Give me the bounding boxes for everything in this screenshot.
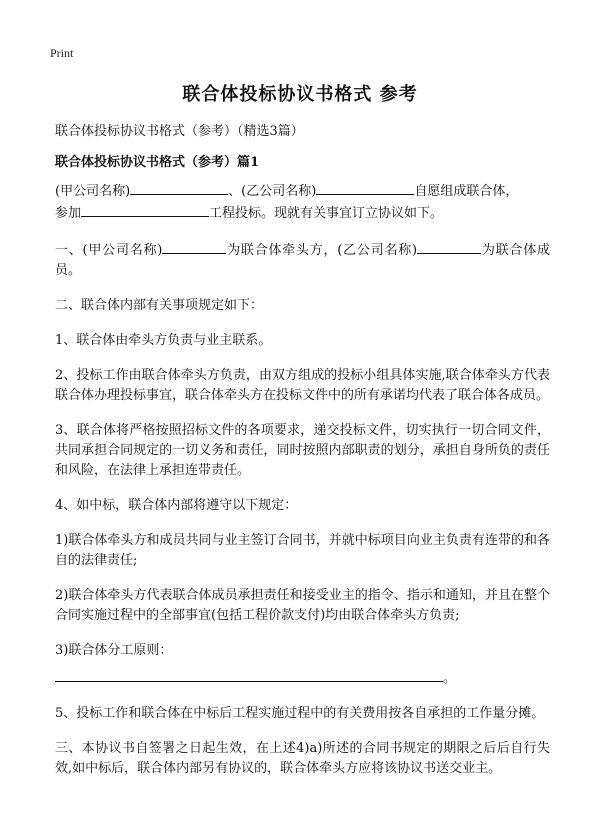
item-2: 2、投标工作由联合体牵头方负责，由双方组成的投标小组具体实施,联合体牵头方代表联合体办理投标事宜，联合体牵头方在投标文件中的所有承诺均代表了联合体各成员。 — [55, 368, 550, 403]
clause-1 — [55, 239, 550, 281]
clause-3: 三、本协议书自签署之日起生效，在上述4)a)所述的合同书规定的期限之后后自行失效,如中标后，联合体内部另有协议的，联合体牵头方应将该协议书送交业主。 — [55, 741, 550, 776]
sub-item-2: 2)联合体牵头方代表联合体成员承担责任和接受业主的指令、指示和通知，并且在整个合同实施过程中的全部事宜(包括工程价款支付)均由联合体牵头方负责; — [55, 588, 550, 623]
intro-text: 自愿组成联合体， — [414, 184, 519, 199]
blank-line — [162, 239, 226, 254]
blank-line — [316, 180, 414, 195]
clause-text: 为联合体成员。 — [55, 243, 550, 278]
sub-item-3: 3)联合体分工原则： — [55, 643, 173, 658]
intro-text: 工程投标。现就有关事宜订立协议如下。 — [209, 206, 444, 221]
item-4: 4、如中标，联合体内部将遵守以下规定： — [55, 498, 298, 513]
item-1: 1、联合体由牵头方负责与业主联系。 — [55, 333, 272, 348]
blank-line — [417, 239, 481, 254]
document-title: 联合体投标协议书格式 参考 — [182, 84, 418, 105]
document-body — [55, 180, 550, 794]
clause-text: 一、(甲公司名称) — [55, 243, 163, 258]
intro-text: (甲公司名称) — [55, 184, 131, 199]
intro-text: 参加 — [55, 206, 82, 221]
sub-item-3-blank — [55, 667, 550, 689]
blank-line — [81, 202, 209, 217]
item-3: 3、联合体将严格按照招标文件的各项要求，递交投标文件，切实执行一切合同文件，共同承担合同规定的一切义务和责任，同时按照内部职责的划分，承担自身所负的责任和风险，在法律上承担连带责任。 — [55, 423, 550, 478]
sub-item-1: 1)联合体牵头方和成员共同与业主签订合同书，并就中标项目向业主负责有连带的和各自的法律责任; — [55, 533, 550, 568]
blank-line — [55, 667, 443, 682]
section-heading: 联合体投标协议书格式（参考）篇1 — [55, 155, 260, 170]
clause-2: 二、联合体内部有关事项规定如下： — [55, 298, 264, 313]
document-subtitle: 联合体投标协议书格式（参考）（精选3篇） — [55, 124, 304, 139]
blank-line — [130, 180, 228, 195]
intro-text: 、(乙公司名称) — [228, 184, 317, 199]
clause-text: 为联合体牵头方，(乙公司名称) — [226, 243, 418, 258]
print-link[interactable]: Print — [50, 46, 74, 60]
intro-paragraph — [55, 180, 550, 224]
item-5: 5、投标工作和联合体在中标后工程实施过程中的有关费用按各自承担的工作量分摊。 — [55, 706, 545, 721]
sub-item-3-end: 。 — [443, 671, 457, 686]
